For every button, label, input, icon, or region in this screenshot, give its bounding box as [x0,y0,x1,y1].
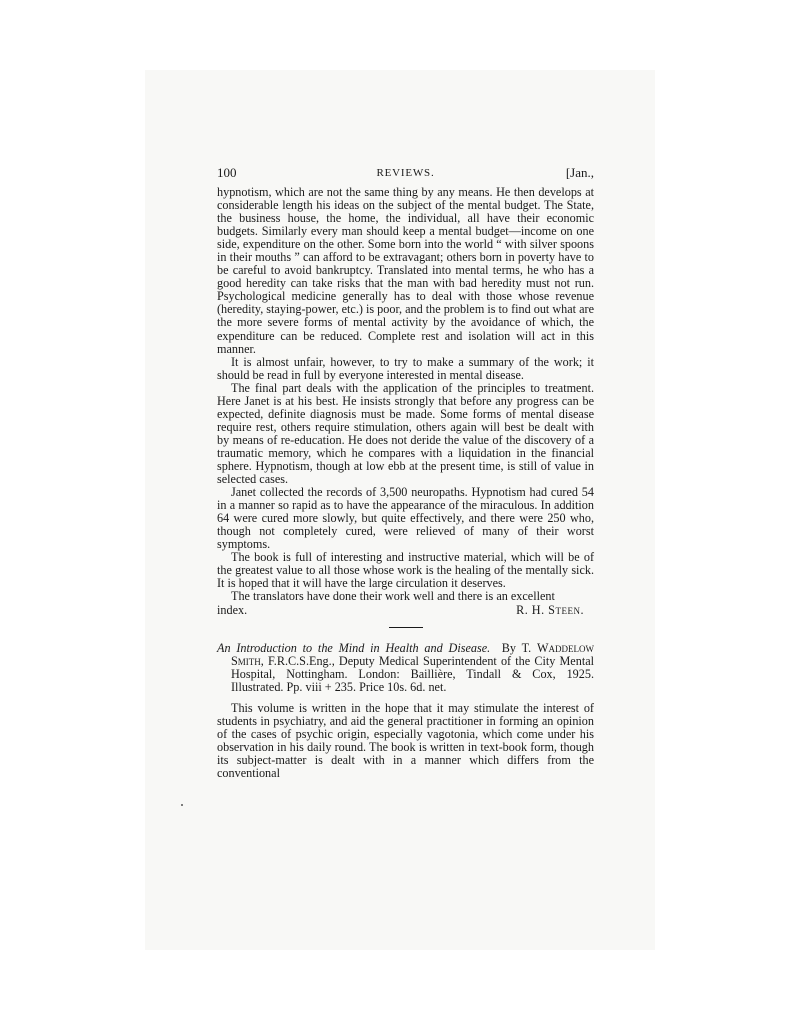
page-content [217,166,594,780]
review-paragraph: hypnotism, which are not the same thing by any means. He then develops at considerable length his ideas on the subject of the mental budget. The State, the business house, the home, the individual, all have their economic budgets. Similarly every man should keep a mental budget—income on one side, expenditure on the other. Some born into the world “ with silver spoons in their mouths ” can afford to be extravagant; others born in poverty have to be careful to avoid bankruptcy. Translated into mental terms, he who has a good heredity can take risks that the man with bad heredity must not run. Psychological medicine generally has to deal with those whose revenue (heredity, staying-power, etc.) is poor, and the problem is to find out what are the more severe forms of mental activity by the avoidance of which, the expenditure can be reduced. Complete rest and isolation will act in this manner. [217,185,594,356]
review-paragraph: It is almost unfair, however, to try to make a summary of the work; it should be read in full by everyone interested in mental disease. [217,354,594,382]
section-title: REVIEWS. [376,167,435,179]
book-by: By T. [501,640,532,655]
review-paragraph: This volume is written in the hope that it may stimulate the interest of students in psychiatry, and aid the general practitioner in forming an opinion of the cases of psychic origin, especially vagotonia, which come under his observation in his daily round. The book is written in text-book form, though its subject-matter is dealt with in a manner which differs from the conventional [217,700,594,780]
page-number: 100 [217,165,237,180]
book-details: , F.R.C.S.Eng., Deputy Medical Superintendent of the City Mental Hospital, Nottingham. London: Baillière, Tindall & Cox, 1925. Illustrated. Pp. viii + 235. Price 10s. 6d. net. [231,653,594,694]
section-divider [389,627,423,628]
review-steen [217,186,594,617]
issue-date: [Jan., [565,165,594,180]
running-head [217,166,594,186]
book-citation [217,642,594,694]
review-paragraph: The book is full of interesting and instructive material, which will be of the greatest value to all those whose work is the healing of the mentally sick. It is hoped that it will have the large circulation it deserves. [217,550,594,591]
book-author: Waddelow Smith [231,640,594,668]
review-paragraph: Janet collected the records of 3,500 neuropaths. Hypnotism had cured 54 in a manner so rapid as to have the appearance of the miraculous. In addition 64 were cured more slowly, but quite effectively, and there were 250 who, though not completely cured, were relieved of many of their worst symptoms. [217,485,594,552]
closing-line [217,604,594,617]
review-waddelow-smith [217,642,594,780]
closing-word: index. [217,602,248,617]
reviewer-signature: R. H. Steen. [516,602,584,617]
review-paragraph: The final part deals with the application of the principles to treatment. Here Janet is at his best. He insists strongly that before any progress can be expected, definite diagnosis must be made. Some forms of mental disease require rest, others require stimulation, others again will best be dealt with by means of re-education. He does not deride the value of the discovery of a traumatic memory, which he compares with a liquidation in the financial sphere. Hypnotism, though at low ebb at the present time, is still of value in selected cases. [217,380,594,487]
book-title: An Introduction to the Mind in Health and Disease. [217,640,491,655]
scan-speck [181,804,183,806]
review-paragraph: The translators have done their work well and there is an excellent [231,589,555,604]
